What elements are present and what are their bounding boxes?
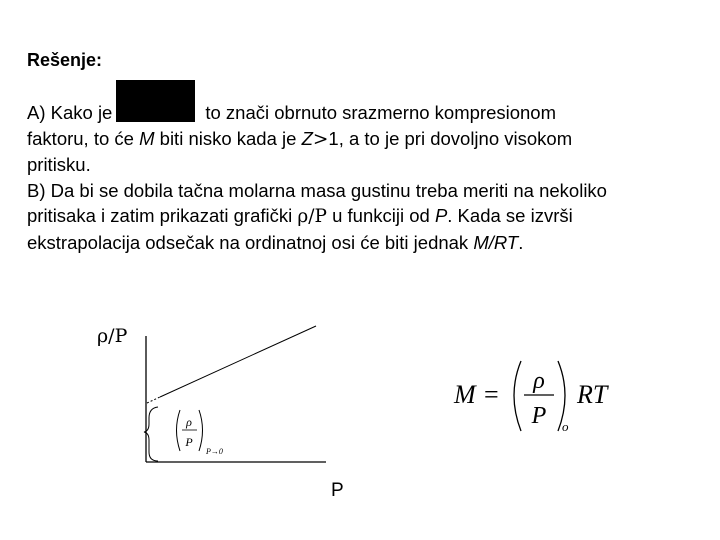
intercept-expression <box>177 410 223 456</box>
part-a-text: 1, a to je pri dovoljno visokom <box>328 127 573 149</box>
formula-rt: RT <box>577 380 608 409</box>
m-over-rt: M/RT <box>473 231 519 253</box>
var-p: P <box>434 205 448 226</box>
var-z: Z <box>301 127 313 149</box>
intercept-p: P <box>185 435 193 449</box>
part-a-prefix: A) Kako je <box>27 102 113 123</box>
part-b-text: u funkciji od <box>332 205 430 226</box>
formula-subscript: o <box>562 419 569 434</box>
formula-equals: = <box>484 380 499 409</box>
part-b-line-1: B) Da bi se dobila tačna molarna masa gustinu treba meriti na nekoliko <box>27 179 607 201</box>
part-b-text: . Kada se izvrši <box>447 205 573 226</box>
part-b-text: ekstrapolacija odsečak na ordinatnoj osi će biti jednak <box>27 231 469 253</box>
part-a-text: biti nisko kada je <box>159 127 297 149</box>
y-axis-label: ρ/P <box>97 325 128 347</box>
extrapolated-segment <box>147 397 160 403</box>
part-a-line-3: pritisku. <box>27 154 91 175</box>
intercept-subscript: P→0 <box>206 447 223 456</box>
left-paren <box>514 361 521 431</box>
part-a-suffix: to znači obrnuto srazmerno kompresionom <box>205 102 556 123</box>
x-axis-label: P <box>331 480 344 501</box>
solution-heading: Rešenje: <box>27 50 103 70</box>
part-b-text: . <box>518 231 524 253</box>
molar-mass-formula <box>450 355 630 445</box>
part-a-text: faktoru, to će <box>27 127 134 149</box>
var-m: M <box>139 127 155 149</box>
formula-p: P <box>531 403 547 429</box>
greater-than-sign: > <box>312 128 329 150</box>
rho-over-p: ρ/P <box>297 206 327 227</box>
intercept-rho: ρ <box>186 415 192 429</box>
formula-rho: ρ <box>533 368 545 394</box>
part-b-text: pritisaka i zatim prikazati grafički <box>27 205 293 226</box>
data-line <box>160 326 316 397</box>
formula-m: M <box>454 380 476 409</box>
